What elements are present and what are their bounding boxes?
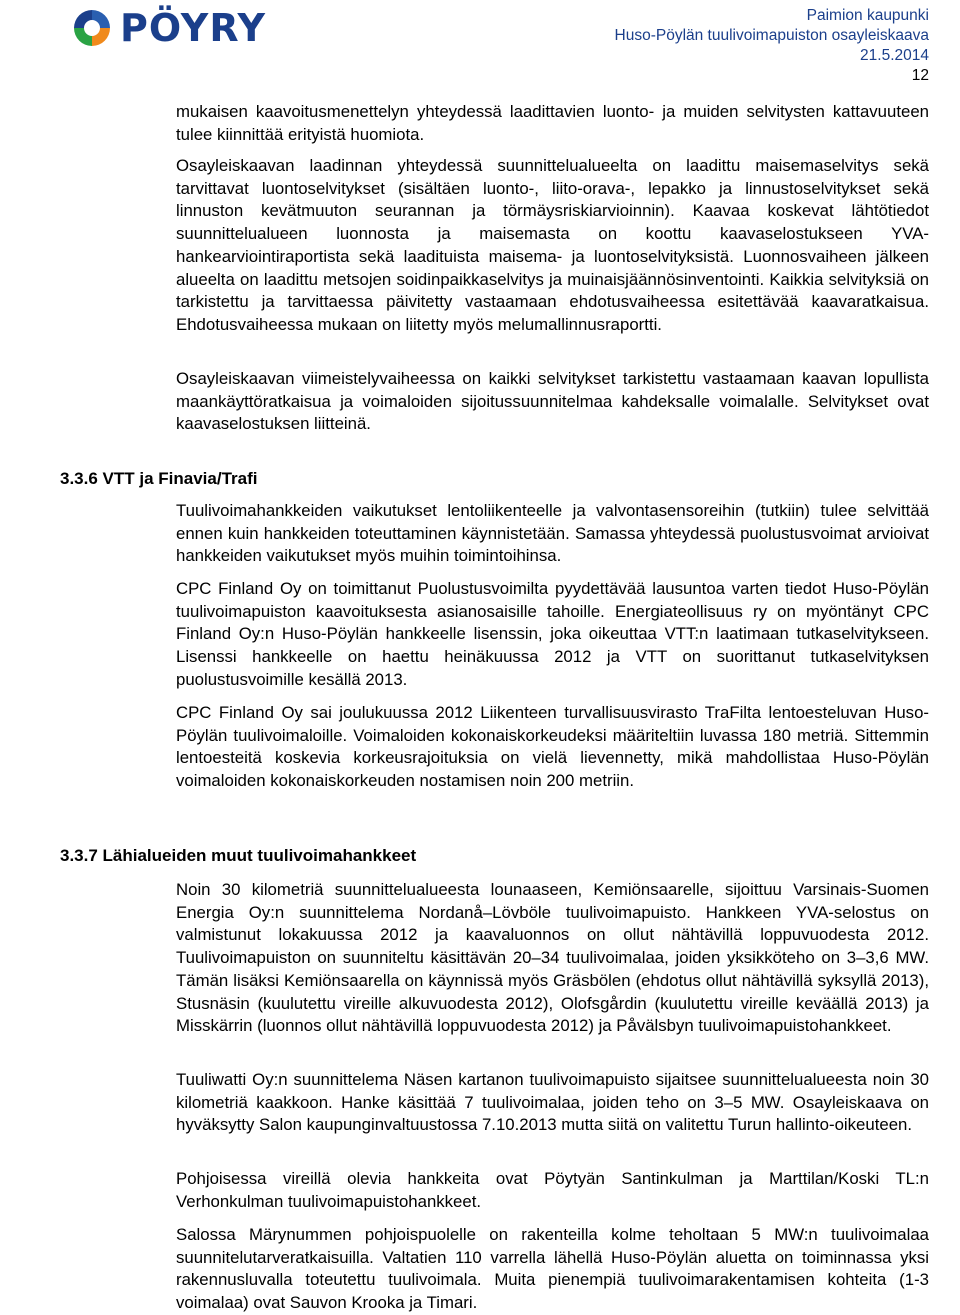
body-paragraph: Tuuliwatti Oy:n suunnittelema Näsen kartanon tuulivoimapuisto sijaitsee suunnittelualueesta noin 30 kilometriä kaakkoon. Hanke käsittää 7 tuulivoimalaa, joiden teho on 3–5 MW. Osayleiskaava on hyväksytty Salon kaupunginvaltuustossa 7.10.2013 mutta siitä on valitettu Turun hallinto-oikeuteen. <box>176 1070 929 1135</box>
section-heading: 3.3.6 VTT ja Finavia/Trafi <box>60 469 258 488</box>
page-number: 12 <box>911 67 929 84</box>
body-paragraph: Tuulivoimahankkeiden vaikutukset lentoliikenteelle ja valvontasensoreihin (tutkiin) tulee selvittää ennen kuin hankkeiden toteuttaminen käynnistetään. Samassa yhteydessä puolustusvoimat arvioivat hankkeiden vaikutukset myös muihin toimintoihinsa. <box>176 501 929 566</box>
body-paragraph: Pohjoisessa vireillä olevia hankkeita ovat Pöytyän Santinkulman ja Marttilan/Koski TL:n Verhonkulman tuulivoimapuistohankkeet. <box>176 1169 929 1211</box>
body-paragraph: Osayleiskaavan laadinnan yhteydessä suunnittelualueelta on laadittu maisemaselvitys sekä tarvittavat luontoselvitykset (sisältäen luonto-, liito-orava-, lepakko ja linnustoselvitykset sekä linnuston kevätmuuton seurannan ja törmäysriskiarvioinnin). Kaavaa koskevat lähtötiedot suunnittelualueen luonnosta ja maisemasta on koottu kaavaselostukseen YVA-hankearviointiraportista sekä laadituista maisema- ja luontoselvityksistä. Luonnosvaiheen jälkeen alueelta on laadittu metsojen soidinpaikkaselvitys ja muinaisjäännösinventointi. Kaikkia selvityksiä on tarkistettu ja tarvittaessa päivitetty vastaamaan ehdotusvaiheessa esitettävää kaavaratkaisua. Ehdotusvaiheessa mukaan on liitetty myös melumallinnusraportti. <box>176 156 929 334</box>
section-heading: 3.3.7 Lähialueiden muut tuulivoimahankkeet <box>60 846 417 865</box>
poyry-logo <box>70 6 266 50</box>
body-paragraph: Osayleiskaavan viimeistelyvaiheessa on kaikki selvitykset tarkistettu vastaamaan kaavan lopullista maankäyttöratkaisua ja voimaloiden sijoitussuunnitelmaa kahdeksalle voimalalle. Selvitykset ovat kaavaselostuksen liitteinä. <box>176 369 929 434</box>
project-name: Huso-Pöylän tuulivoimapuiston osayleiskaava <box>614 27 929 44</box>
document-header <box>615 6 929 86</box>
document-date: 21.5.2014 <box>860 47 929 64</box>
body-paragraph: Noin 30 kilometriä suunnittelualueesta lounaaseen, Kemiönsaarelle, sijoittuu Varsinais-Suomen Energia Oy:n suunnittelema Nordanå–Lövböle tuulivoimapuisto. Hankkeen YVA-selostus on valmistunut lokakuussa 2012 ja kaavaluonnos on ollut nähtävillä loppuvuodesta 2012. Tuulivoimapuiston on suunniteltu käsittävän 20–34 tuulivoimalaa, joiden yksikköteho on 3–3,6 MW. Tämän lisäksi Kemiönsaarella on käynnissä myös Gräsbölen (ehdotus ollut nähtävillä syksyllä 2013), Stusnäsin (kuulutettu vireille alkuvuodesta 2012), Olofsgårdin (kuulutettu vireille keväällä 2013) ja Misskärrin (luonnos ollut nähtävillä loppuvuodesta 2012) ja Påvälsbyn tuulivoimapuistohankkeet. <box>176 880 929 1036</box>
body-paragraph: Salossa Märynummen pohjoispuolelle on rakenteilla kolme teholtaan 5 MW:n tuulivoimalaa suunnitelutarveratkaisuilla. Valtatien 110 varrella lähellä Huso-Pöylän aluetta on toiminnassa yksi rakennusluvalla toteutettu tuulivoimala. Muita pienempiä tuulivoimarakentamisen kohteita (1-3 voimalaa) ovat Sauvon Krooka ja Timari. <box>176 1225 929 1313</box>
body-paragraph: CPC Finland Oy sai joulukuussa 2012 Liikenteen turvallisuusvirasto TraFilta lentoesteluvan Huso-Pöylän tuulivoimaloille. Voimaloiden kokonaiskorkeudeksi määriteltiin luvassa 180 metriä. Sittemmin lentoesteitä koskevia korkeusrajoituksia on vielä lievennetty, mikä mahdollistaa Huso-Pöylän voimaloiden kokonaiskorkeuden nostamisen noin 200 metriin. <box>176 703 929 791</box>
body-paragraph: CPC Finland Oy on toimittanut Puolustusvoimilta pyydettävää lausuntoa varten tiedot Huso-Pöylän tuulivoimapuiston kaavoituksesta asianosaisille tahoille. Energiateollisuus ry on myöntänyt CPC Finland Oy:n Huso-Pöylän hankkeelle lisenssin, joka oikeuttaa VTT:n laatimaan tutkaselvitykseen. Lisenssi hankkeelle on haettu heinäkuussa 2012 ja VTT on suorittanut tutkaselvityksen puolustusvoimille kesällä 2013. <box>176 579 929 689</box>
poyry-swirl-icon <box>70 6 114 50</box>
client-name: Paimion kaupunki <box>806 7 929 24</box>
body-paragraph: mukaisen kaavoitusmenettelyn yhteydessä laadittavien luonto- ja muiden selvitysten kattavuuteen tulee kiinnittää erityistä huomiota. <box>176 102 929 144</box>
logo-wordmark: PÖYRY <box>120 6 267 50</box>
